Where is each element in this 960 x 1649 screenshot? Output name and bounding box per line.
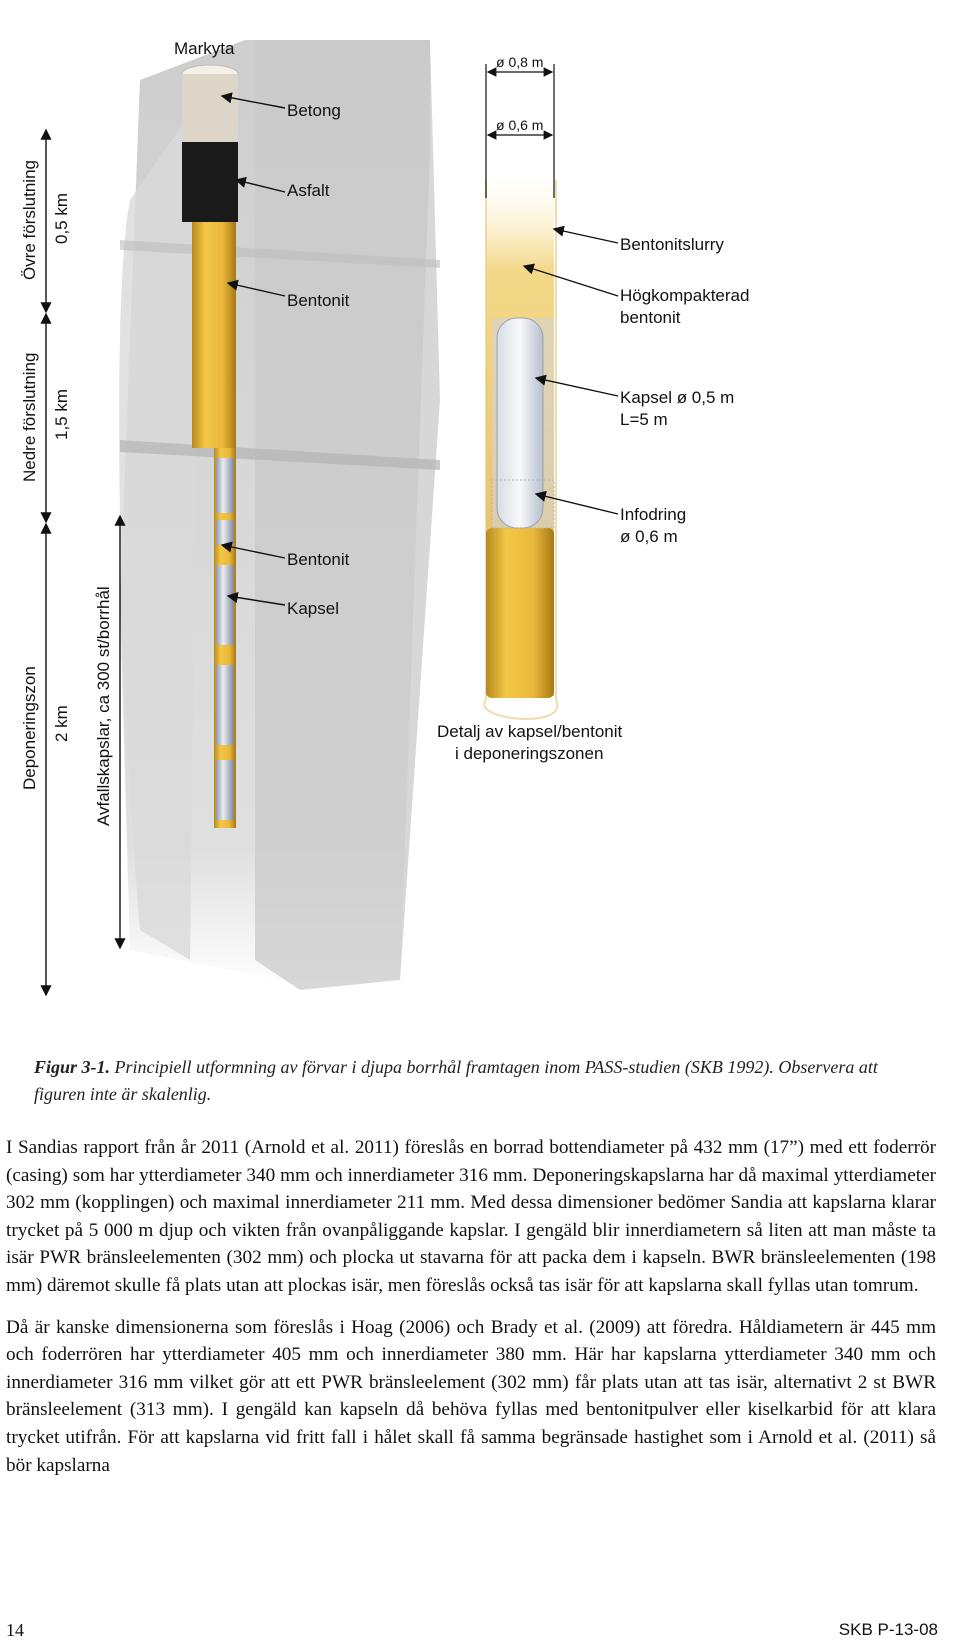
paragraph-2: Då är kanske dimensionerna som föreslås i Hoag (2006) och Brady et al. (2009) att föredra. Håldiametern är 445 mm och foderrören har ytterdiameter 405 mm och innerdiameter 380 mm. Här har kapslarna ytterdiameter 340 mm och innerdiameter 316 mm vilket gör att ett PWR bränsleelement (302 mm) får plats utan att tas isär, alternativt 2 st BWR bränsleelement (313 mm). I gengäld kan kapseln då behöva fyllas med bentonitpulver eller kiselkarbid för att klara trycket utifrån. För att kapslarna vid fritt fall i hålet skall få samma begränsade hastighet som i Arnold et al. (2011) så bör kapslarna xyxy=(6,1316,936,1476)
label-hogkomp-line1: Högkompakterad xyxy=(620,286,750,305)
label-diameter-08: ø 0,8 m xyxy=(496,54,544,70)
label-kapsel-length: L=5 m xyxy=(620,410,668,429)
label-detalj-line1: Detalj av kapsel/bentonit xyxy=(437,722,623,741)
label-detalj-line2: i deponeringszonen xyxy=(455,744,604,763)
figure-caption xyxy=(34,1054,924,1108)
label-avfallskapslar: Avfallskapslar, ca 300 st/borrhål xyxy=(94,586,113,826)
caption-text: Principiell utformning av förvar i djupa borrhål framtagen inom PASS-studien (SKB 1992). Observera att figuren inte är skalenlig. xyxy=(34,1057,878,1104)
label-bentonit-upper: Bentonit xyxy=(287,291,350,310)
detail-capsule xyxy=(497,318,543,528)
label-hogkomp-line2: bentonit xyxy=(620,308,681,327)
label-kapsel-diameter: Kapsel ø 0,5 m xyxy=(620,388,735,407)
body-text xyxy=(6,1134,936,1493)
label-ovre-depth: 0,5 km xyxy=(52,192,71,244)
caption-label: Figur 3-1. xyxy=(34,1057,111,1077)
label-infodring-diameter: ø 0,6 m xyxy=(620,527,678,546)
label-nedre-forslutning: Nedre förslutning xyxy=(20,352,39,482)
label-markyta: Markyta xyxy=(174,39,235,58)
label-kapsel: Kapsel xyxy=(287,599,339,618)
label-diameter-06: ø 0,6 m xyxy=(496,117,544,133)
label-bentonitslurry: Bentonitslurry xyxy=(620,235,724,254)
waste-capsules xyxy=(216,458,234,820)
label-nedre-depth: 1,5 km xyxy=(52,388,71,440)
label-infodring: Infodring xyxy=(620,505,687,524)
label-ovre-forslutning: Övre förslutning xyxy=(20,160,39,280)
concrete-plug xyxy=(182,74,238,142)
label-asfalt: Asfalt xyxy=(287,181,330,200)
label-depon-depth: 2 km xyxy=(52,705,71,742)
detail-bentonite xyxy=(486,528,554,698)
paragraph-1: I Sandias rapport från år 2011 (Arnold et al. 2011) föreslås en borrad bottendiameter på 432 mm (17”) med ett foderrör (casing) som har ytterdiameter 340 mm och innerdiameter 316 mm. Deponeringskapslarna har då maximal ytterdiameter 302 mm (kopplingen) och maximal innerdiameter 211 mm. Med dessa dimensioner bedömer Sandia att kapslarna klarar trycket på 5 000 m djup och vikten från ovanpåliggande kapslar. I gengäld blir innerdiametern så liten att man måste ta isär PWR bränsleelementen (302 mm) och plocka ut stavarna för att packa dem i kapseln. BWR bränsleelementen (198 mm) däremot skulle få plats utan att plockas isär, men föreslås också tas isär för att kapslarna skall fyllas utan tomrum. xyxy=(6,1137,936,1296)
depth-arrows xyxy=(46,130,120,995)
asphalt-plug xyxy=(182,142,238,222)
label-betong: Betong xyxy=(287,101,341,120)
page-number: 14 xyxy=(6,1620,24,1640)
upper-bentonite xyxy=(192,222,236,448)
label-bentonit-lower: Bentonit xyxy=(287,550,350,569)
label-deponeringszon: Deponeringszon xyxy=(20,666,39,790)
report-id: SKB P-13-08 xyxy=(838,1620,938,1639)
